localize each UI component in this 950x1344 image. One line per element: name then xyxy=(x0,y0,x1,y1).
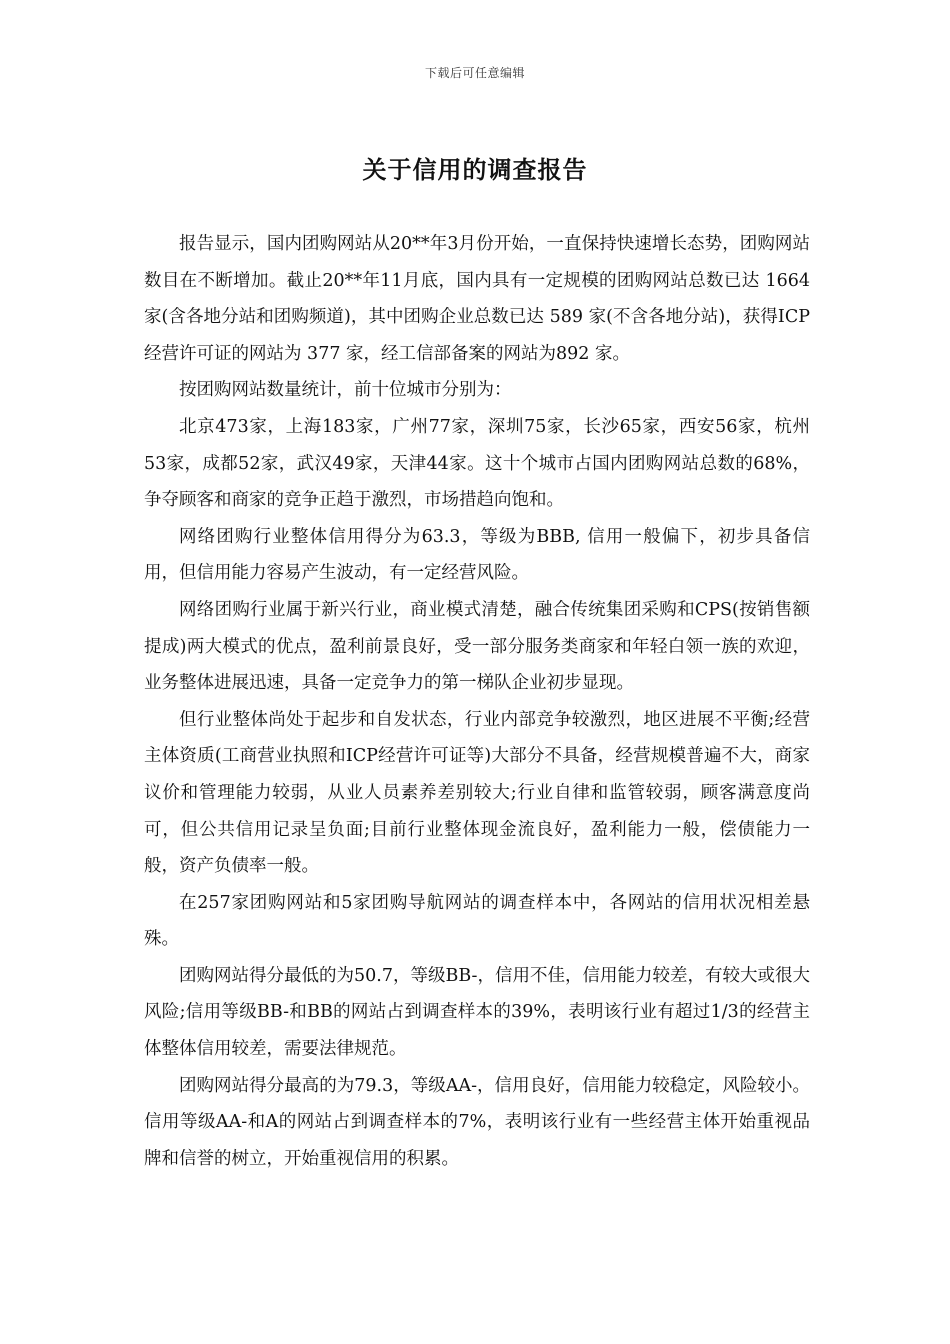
document-title: 关于信用的调查报告 xyxy=(362,156,588,184)
paragraph-report-overview: 报告显示，国内团购网站从20**年3月份开始，一直保持快速增长态势，团购网站数目在不断增加。截止20**年11月底，国内具有一定规模的团购网站总数已达 1664 家(含各地分站和团购频道)，其中团购企业总数已达 589 家(不含各地分站)，获得ICP经营许可证的网站为 377 家，经工信部备案的网站为892 家。 xyxy=(144,234,810,364)
paragraph-city-ranking-intro: 按团购网站数量统计，前十位城市分别为： xyxy=(179,380,512,401)
paragraph-highest-score: 团购网站得分最高的为79.3，等级AA-，信用良好，信用能力较稳定，风险较小。信用等级AA-和A的网站占到调查样本的7%，表明该行业有一些经营主体开始重视品牌和信誉的树立，开始重视信用的积累。 xyxy=(144,1075,810,1169)
paragraph-industry-model: 网络团购行业属于新兴行业，商业模式清楚，融合传统集团采购和CPS(按销售额提成)两大模式的优点，盈利前景良好，受一部分服务类商家和年轻白领一族的欢迎，业务整体进展迅速，具备一定竞争力的第一梯队企业初步显现。 xyxy=(144,599,810,694)
paragraph-lowest-score: 团购网站得分最低的为50.7，等级BB-，信用不佳，信用能力较差，有较大或很大风险;信用等级BB-和BB的网站占到调查样本的39%，表明该行业有超过1/3的经营主体整体信用较差，需要法律规范。 xyxy=(144,965,810,1060)
paragraph-sample: 在257家团购网站和5家团购导航网站的调查样本中，各网站的信用状况相差悬殊。 xyxy=(144,892,810,950)
paragraph-city-ranking: 北京473家，上海183家，广州77家，深圳75家，长沙65家，西安56家，杭州53家，成都52家，武汉49家，天津44家。这十个城市占国内团购网站总数的68%，争夺顾客和商家的竞争正趋于激烈，市场措趋向饱和。 xyxy=(144,416,810,511)
paragraph-industry-problems: 但行业整体尚处于起步和自发状态，行业内部竞争较激烈，地区进展不平衡;经营主体资质(工商营业执照和ICP经营许可证等)大部分不具备，经营规模普遍不大，商家议价和管理能力较弱，从业人员素养差别较大;行业自律和监管较弱，顾客满意度尚可，但公共信用记录呈负面;目前行业整体现金流良好，盈利能力一般，偿债能力一般，资产负债率一般。 xyxy=(144,709,810,877)
paragraph-industry-score: 网络团购行业整体信用得分为63.3，等级为BBB, 信用一般偏下，初步具备信用，但信用能力容易产生波动，有一定经营风险。 xyxy=(144,526,810,584)
document-body xyxy=(144,226,810,1177)
header-note: 下载后可任意编辑 xyxy=(424,66,525,80)
